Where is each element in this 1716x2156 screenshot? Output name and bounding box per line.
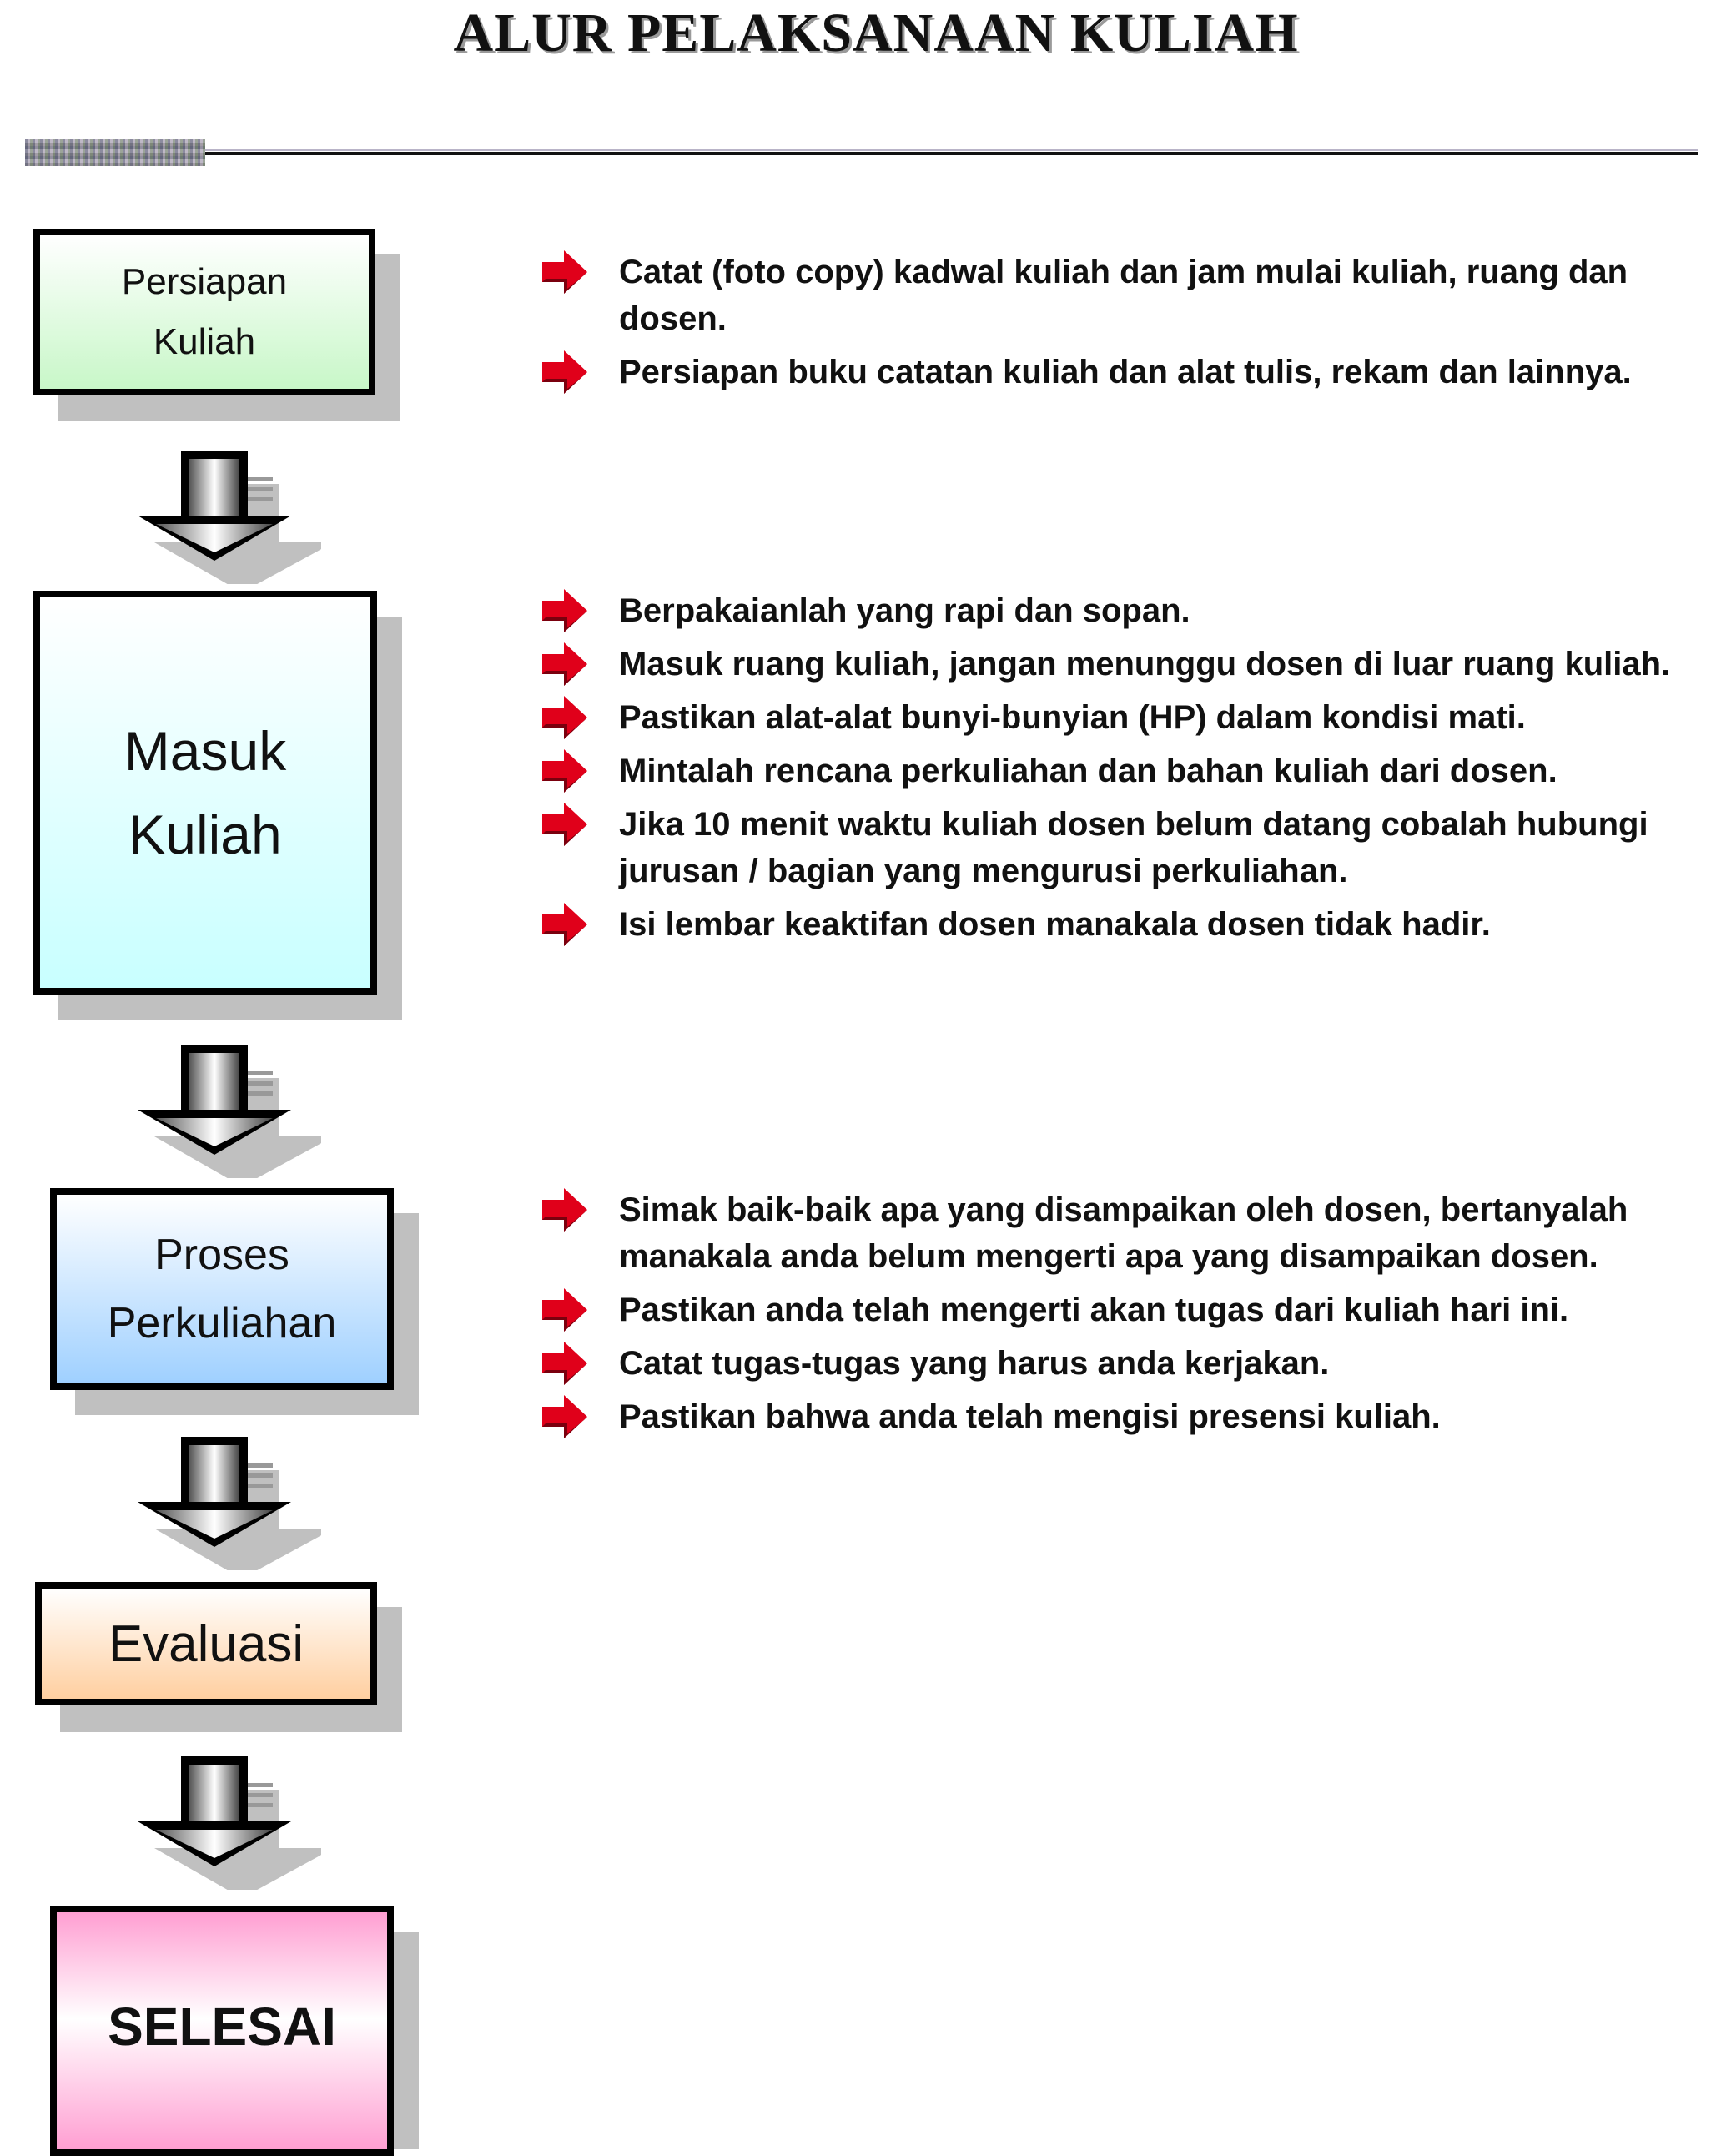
list-item: Catat tugas-tugas yang harus anda kerjakan. — [542, 1340, 1643, 1387]
red-arrow-bullet-icon — [542, 1395, 587, 1438]
red-arrow-bullet-icon — [542, 350, 587, 394]
red-arrow-bullet-icon — [542, 1188, 587, 1232]
list-item: Berpakaianlah yang rapi dan sopan. — [542, 587, 1702, 634]
page-title: ALUR PELAKSANAAN KULIAH — [453, 3, 1299, 63]
step-label-line2: Perkuliahan — [107, 1299, 337, 1348]
step-evaluasi — [35, 1582, 377, 1705]
list-item: Simak baik-baik apa yang disampaikan oleh dosen, bertanyalah manakala anda belum mengerti apa yang disampaikan dosen. — [542, 1186, 1643, 1280]
step-proses-perkuliahan — [50, 1188, 394, 1390]
red-arrow-bullet-icon — [542, 749, 587, 793]
step-label-line2: Kuliah — [153, 321, 256, 362]
step-label-line1: SELESAI — [108, 1997, 336, 2057]
red-arrow-bullet-icon — [542, 1342, 587, 1385]
flow-down-arrow-icon — [138, 1756, 321, 1890]
list-item: Persiapan buku catatan kuliah dan alat tulis, rekam dan lainnya. — [542, 349, 1660, 395]
flow-down-arrow-icon — [138, 1045, 321, 1178]
red-arrow-bullet-icon — [542, 642, 587, 686]
red-arrow-bullet-icon — [542, 903, 587, 946]
red-arrow-bullet-icon — [542, 1288, 587, 1332]
step-label-line1: Evaluasi — [108, 1614, 304, 1673]
red-arrow-bullet-icon — [542, 250, 587, 294]
header-rule — [205, 152, 1698, 155]
step-label-line1: Persiapan — [121, 261, 288, 302]
step-selesai — [50, 1906, 394, 2156]
red-arrow-bullet-icon — [542, 803, 587, 846]
step-masuk-kuliah — [33, 591, 377, 995]
flow-down-arrow-icon — [138, 451, 321, 584]
step-label-line2: Kuliah — [128, 803, 282, 865]
list-item: Catat (foto copy) kadwal kuliah dan jam mulai kuliah, ruang dan dosen. — [542, 249, 1660, 342]
bullet-group-persiapan — [542, 249, 1660, 402]
list-item: Isi lembar keaktifan dosen manakala dosen tidak hadir. — [542, 901, 1702, 948]
list-item: Pastikan alat-alat bunyi-bunyian (HP) dalam kondisi mati. — [542, 694, 1702, 741]
list-item: Pastikan bahwa anda telah mengisi presensi kuliah. — [542, 1393, 1643, 1440]
list-item: Jika 10 menit waktu kuliah dosen belum datang cobalah hubungi jurusan / bagian yang mengurusi perkuliahan. — [542, 801, 1716, 894]
flow-down-arrow-icon — [138, 1437, 321, 1570]
list-item: Mintalah rencana perkuliahan dan bahan kuliah dari dosen. — [542, 748, 1702, 794]
red-arrow-bullet-icon — [542, 696, 587, 739]
bullet-group-masuk — [542, 587, 1702, 955]
list-item: Masuk ruang kuliah, jangan menunggu dosen di luar ruang kuliah. — [542, 641, 1702, 688]
step-persiapan-kuliah — [33, 229, 375, 395]
step-label-line1: Masuk — [123, 720, 287, 782]
step-label-line1: Proses — [154, 1231, 289, 1279]
header-rule-pattern — [25, 139, 205, 166]
red-arrow-bullet-icon — [542, 589, 587, 632]
list-item: Pastikan anda telah mengerti akan tugas dari kuliah hari ini. — [542, 1287, 1643, 1333]
bullet-group-proses — [542, 1186, 1643, 1447]
header-rule-highlight — [205, 149, 1698, 151]
